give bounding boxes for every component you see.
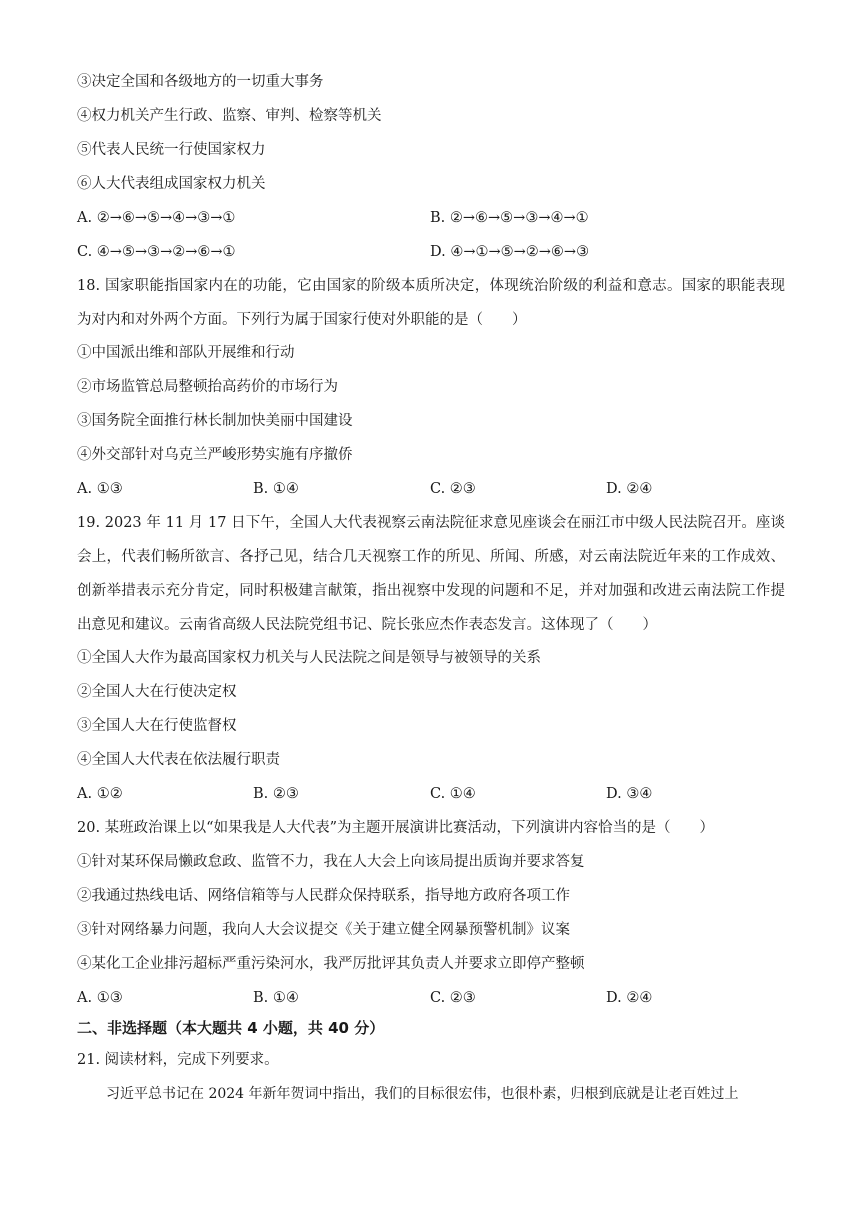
q19-item-4: ④全国人大代表在依法履行职责 xyxy=(77,752,280,768)
q18-option-b: B. ①④ xyxy=(253,481,299,497)
q20-item-4: ④某化工企业排污超标严重污染河水，我严厉批评其负责人并要求立即停产整顿 xyxy=(77,956,585,972)
q20-item-3: ③针对网络暴力问题，我向人大会议提交《关于建立健全网暴预警机制》议案 xyxy=(77,922,570,938)
q18-item-4: ④外交部针对乌克兰严峻形势实施有序撤侨 xyxy=(77,447,353,463)
q19-option-a: A. ①② xyxy=(77,786,123,802)
q20-item-1: ①针对某环保局懒政怠政、监管不力，我在人大会上向该局提出质询并要求答复 xyxy=(77,854,585,870)
q19-item-2: ②全国人大在行使决定权 xyxy=(77,684,237,700)
q18-stem: 18. 国家职能指国家内在的功能，它由国家的阶级本质所决定，体现统治阶级的利益和意志。国家的职能表现为对内和对外两个方面。下列行为属于国家行使对外职能的是（ ） xyxy=(77,278,785,328)
q18-option-d: D. ②④ xyxy=(606,481,653,497)
q21-stem: 21. 阅读材料，完成下列要求。 xyxy=(77,1052,279,1068)
q18-item-3: ③国务院全面推行林长制加快美丽中国建设 xyxy=(77,413,353,429)
q19-stem: 19. 2023 年 11 月 17 日下午，全国人大代表视察云南法院征求意见座谈会在丽江市中级人民法院召开。座谈会上，代表们畅所欲言、各抒己见，结合几天视察工作的所见、所闻、所感，对云南法院近年来的工作成效、创新举措表示充分肯定，同时积极建言献策，指出视察中发现的问题和不足，并对加强和改进云南法院工作提出意见和建议。云南省高级人民法院党组书记、院长张应杰作表态发言。这体现了（ ） xyxy=(77,515,785,633)
q20-option-a: A. ①③ xyxy=(77,990,123,1006)
q18-option-c: C. ②③ xyxy=(430,481,476,497)
q19-option-d: D. ③④ xyxy=(606,786,653,802)
q20-option-c: C. ②③ xyxy=(430,990,476,1006)
q21-material: 习近平总书记在 2024 年新年贺词中指出，我们的目标很宏伟，也很朴素，归根到底就是让老百姓过上 xyxy=(106,1086,739,1102)
q20-item-2: ②我通过热线电话、网络信箱等与人民群众保持联系，指导地方政府各项工作 xyxy=(77,888,570,904)
q18-item-1: ①中国派出维和部队开展维和行动 xyxy=(77,345,295,361)
q17-item-4: ④权力机关产生行政、监察、审判、检察等机关 xyxy=(77,108,382,124)
section-heading: 二、非选择题（本大题共 4 小题，共 40 分） xyxy=(77,1019,385,1037)
q17-item-3: ③决定全国和各级地方的一切重大事务 xyxy=(77,74,324,90)
q19-item-1: ①全国人大作为最高国家权力机关与人民法院之间是领导与被领导的关系 xyxy=(77,650,541,666)
q17-item-6: ⑥人大代表组成国家权力机关 xyxy=(77,176,266,192)
q19-option-c: C. ①④ xyxy=(430,786,476,802)
q17-option-d: D. ④→①→⑤→②→⑥→③ xyxy=(430,244,590,260)
q17-item-5: ⑤代表人民统一行使国家权力 xyxy=(77,142,266,158)
q20-stem: 20. 某班政治课上以“如果我是人大代表”为主题开展演讲比赛活动，下列演讲内容恰当的是（ ） xyxy=(77,820,714,836)
q18-option-a: A. ①③ xyxy=(77,481,123,497)
q19-item-3: ③全国人大在行使监督权 xyxy=(77,718,237,734)
q20-option-b: B. ①④ xyxy=(253,990,299,1006)
q20-option-d: D. ②④ xyxy=(606,990,653,1006)
q17-option-a: A. ②→⑥→⑤→④→③→① xyxy=(77,210,236,226)
q17-option-b: B. ②→⑥→⑤→③→④→① xyxy=(430,210,589,226)
q18-item-2: ②市场监管总局整顿抬高药价的市场行为 xyxy=(77,379,338,395)
q19-option-b: B. ②③ xyxy=(253,786,299,802)
q17-option-c: C. ④→⑤→③→②→⑥→① xyxy=(77,244,236,260)
